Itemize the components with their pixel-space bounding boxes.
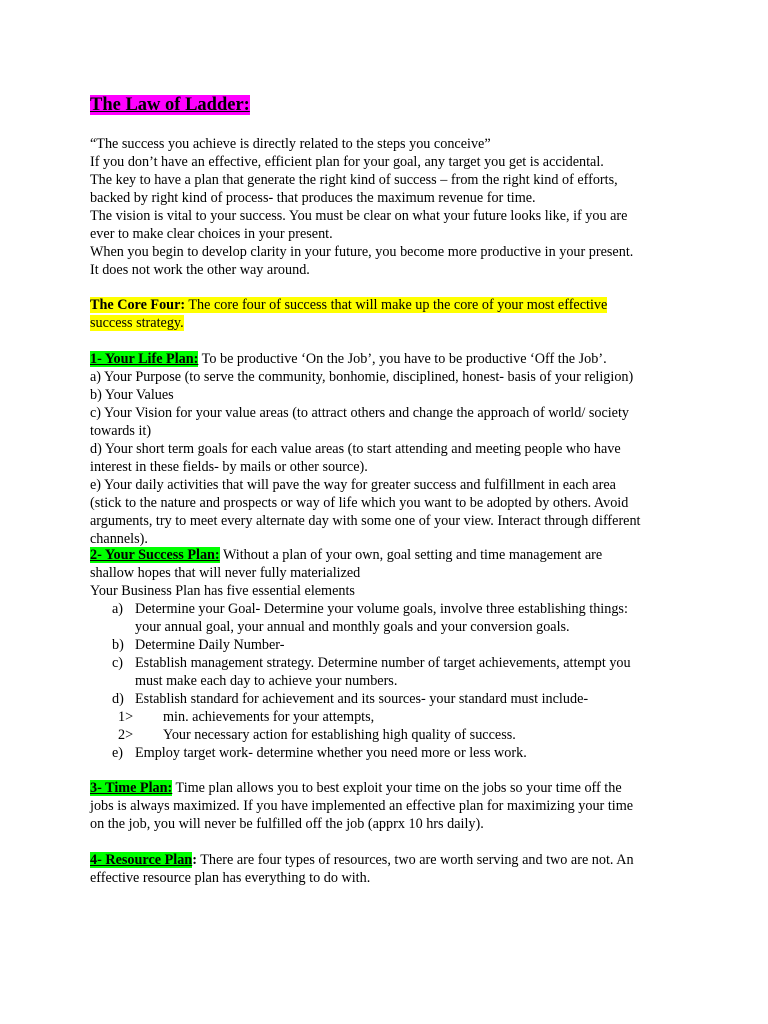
core-four-line <box>90 296 607 314</box>
intro-line: The key to have a plan that generate the right kind of success – from the right kind of efforts, <box>90 172 618 188</box>
success-plan-text: shallow hopes that will never fully materialized <box>90 565 361 581</box>
life-plan-item: a) Your Purpose (to serve the community, bonhomie, disciplined, honest- basis of your religion) <box>90 369 634 385</box>
success-plan-heading-line <box>90 546 602 564</box>
life-plan-item: d) Your short term goals for each value areas (to start attending and meeting people who have <box>90 441 621 457</box>
life-plan-heading-line <box>90 350 607 368</box>
intro-line: If you don’t have an effective, efficient plan for your goal, any target you get is accidental. <box>90 154 604 170</box>
sublist-item: min. achievements for your attempts, <box>163 709 375 725</box>
resource-plan-heading-line <box>90 851 634 869</box>
business-plan-intro: Your Business Plan has five essential elements <box>90 583 355 599</box>
list-item: your annual goal, your annual and monthly goals and your conversion goals. <box>135 619 570 635</box>
list-marker: c) <box>112 655 124 671</box>
sublist-marker: 1> <box>118 709 134 725</box>
list-marker: e) <box>112 745 124 761</box>
resource-plan-heading: 4- Resource Plan <box>90 852 193 868</box>
list-item: Determine Daily Number- <box>135 637 285 653</box>
page-title <box>90 93 250 117</box>
intro-quote: “The success you achieve is directly related to the steps you conceive” <box>90 136 491 152</box>
time-plan-heading-line <box>90 779 622 797</box>
life-plan-text: To be productive ‘On the Job’, you have to be productive ‘Off the Job’. <box>198 351 607 367</box>
list-item: Determine your Goal- Determine your volume goals, involve three establishing things: <box>135 601 628 617</box>
life-plan-item: b) Your Values <box>90 387 174 403</box>
core-four-text: success strategy. <box>90 315 184 331</box>
success-plan-text: Without a plan of your own, goal setting and time management are <box>219 547 603 563</box>
life-plan-item: c) Your Vision for your value areas (to attract others and change the approach of world/ society <box>90 405 630 421</box>
title-text: The Law of Ladder: <box>90 95 250 115</box>
resource-plan-colon: : <box>192 852 197 868</box>
sublist-marker: 2> <box>118 727 134 743</box>
list-marker: b) <box>112 637 124 653</box>
resource-plan-text: There are four types of resources, two are worth serving and two are not. An <box>196 852 634 868</box>
list-item: Establish standard for achievement and its sources- your standard must include- <box>135 691 589 707</box>
intro-line: It does not work the other way around. <box>90 262 310 278</box>
life-plan-item: towards it) <box>90 423 152 439</box>
life-plan-item: (stick to the nature and prospects or way of life which you want to be adopted by others. Avoid <box>90 495 629 511</box>
life-plan-item: channels). <box>90 531 148 547</box>
success-plan-heading: 2- Your Success Plan: <box>90 547 220 563</box>
life-plan-heading: 1- Your Life Plan: <box>90 351 199 367</box>
life-plan-item: interest in these fields- by mails or other source). <box>90 459 368 475</box>
core-four-text: The core four of success that will make up the core of your most effective <box>185 297 608 313</box>
life-plan-item: arguments, try to meet every alternate day with some one of your view. Interact through different <box>90 513 641 529</box>
core-four-line <box>90 314 184 332</box>
core-four-label: The Core Four: <box>90 297 186 313</box>
time-plan-text: Time plan allows you to best exploit your time on the jobs so your time off the <box>172 780 622 796</box>
sublist-item: Your necessary action for establishing high quality of success. <box>163 727 516 743</box>
time-plan-text: jobs is always maximized. If you have implemented an effective plan for maximizing your time <box>90 798 634 814</box>
list-marker: a) <box>112 601 124 617</box>
intro-line: When you begin to develop clarity in your future, you become more productive in your present. <box>90 244 634 260</box>
list-item: Establish management strategy. Determine number of target achievements, attempt you <box>135 655 631 671</box>
list-item: must make each day to achieve your numbers. <box>135 673 398 689</box>
time-plan-heading: 3- Time Plan: <box>90 780 173 796</box>
life-plan-item: e) Your daily activities that will pave the way for greater success and fulfillment in each area <box>90 477 616 493</box>
intro-line: The vision is vital to your success. You must be clear on what your future looks like, if you are <box>90 208 628 224</box>
list-item: Employ target work- determine whether you need more or less work. <box>135 745 527 761</box>
list-marker: d) <box>112 691 124 707</box>
resource-plan-text: effective resource plan has everything to do with. <box>90 870 371 886</box>
intro-line: backed by right kind of process- that produces the maximum revenue for time. <box>90 190 536 206</box>
time-plan-text: on the job, you will never be fulfilled off the job (apprx 10 hrs daily). <box>90 816 484 832</box>
intro-line: ever to make clear choices in your present. <box>90 226 333 242</box>
